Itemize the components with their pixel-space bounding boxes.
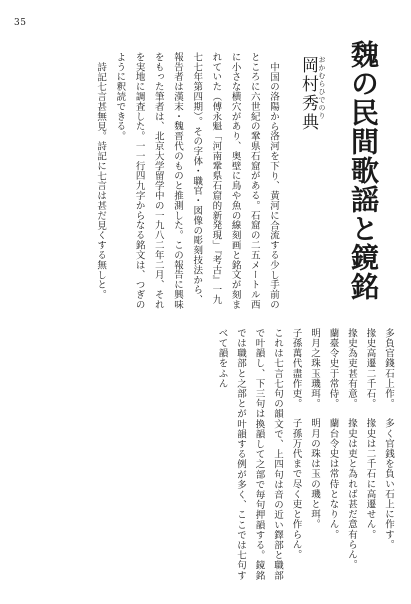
poem-line: 多負官錢石上作。多く官銭を負い石上に作す。 (383, 328, 394, 550)
poem-line: 蘭臺令史于常侍。蘭台令史は常侍となりん。 (327, 328, 339, 540)
body-paragraph: 中国の洛陽から洛河を下り、黄河に合流する少し手前のところに六世紀の鞏県石窟がある。石窟の二五メートル西に小さな横穴があり、奥壁に鳥や魚の線刻画と銘文が刻まれていた（傅永魁「河南鞏県石窟的新発現」『考古』一九七七年第四期）。その字体・職官・図像の彫刻技法から、報告者は漢末・魏晋代のものと推測した。この報告に興味をもった筆者は、北京大学留学中の一九八二年二月、それを実地に調査した。一一行四九字からなる銘文は、つぎのように釈読できる。 (114, 52, 279, 310)
poem-line: 明月之珠玉璣珥。明月の珠は玉の璣と珥。 (309, 328, 320, 530)
article-title: 魏の民間歌謡と鏡銘 (347, 40, 380, 301)
author-name: 岡村秀典 (298, 56, 318, 132)
page-number: 35 (14, 18, 27, 28)
poem-line: 子孫萬代盡作吏。子孫万代まで尽く吏と作らん。 (290, 328, 302, 560)
article-body (93, 52, 283, 310)
poem-line: 掾史高遷二千石。掾史は二千石に高遷せん。 (364, 328, 376, 540)
body-paragraph: 詩記七言甚無見。詩記に七言は甚だ見くする無しと。 (95, 61, 107, 300)
commentary: これは七言七句の韻文で、上四句は音の近い鐸部と職部で叶韻し、下三句は換韻して之部で毎句押韻する。鏡銘では職部と之部とが叶韻する例が多く、ここでは七句すべて韻をふん (216, 328, 283, 581)
poem-line: 掾史為吏甚有意。掾史は吏と為れば甚だ意有らん。 (346, 328, 357, 570)
inscription-section (107, 328, 397, 590)
author-reading: おかむらひでのり (318, 56, 326, 120)
